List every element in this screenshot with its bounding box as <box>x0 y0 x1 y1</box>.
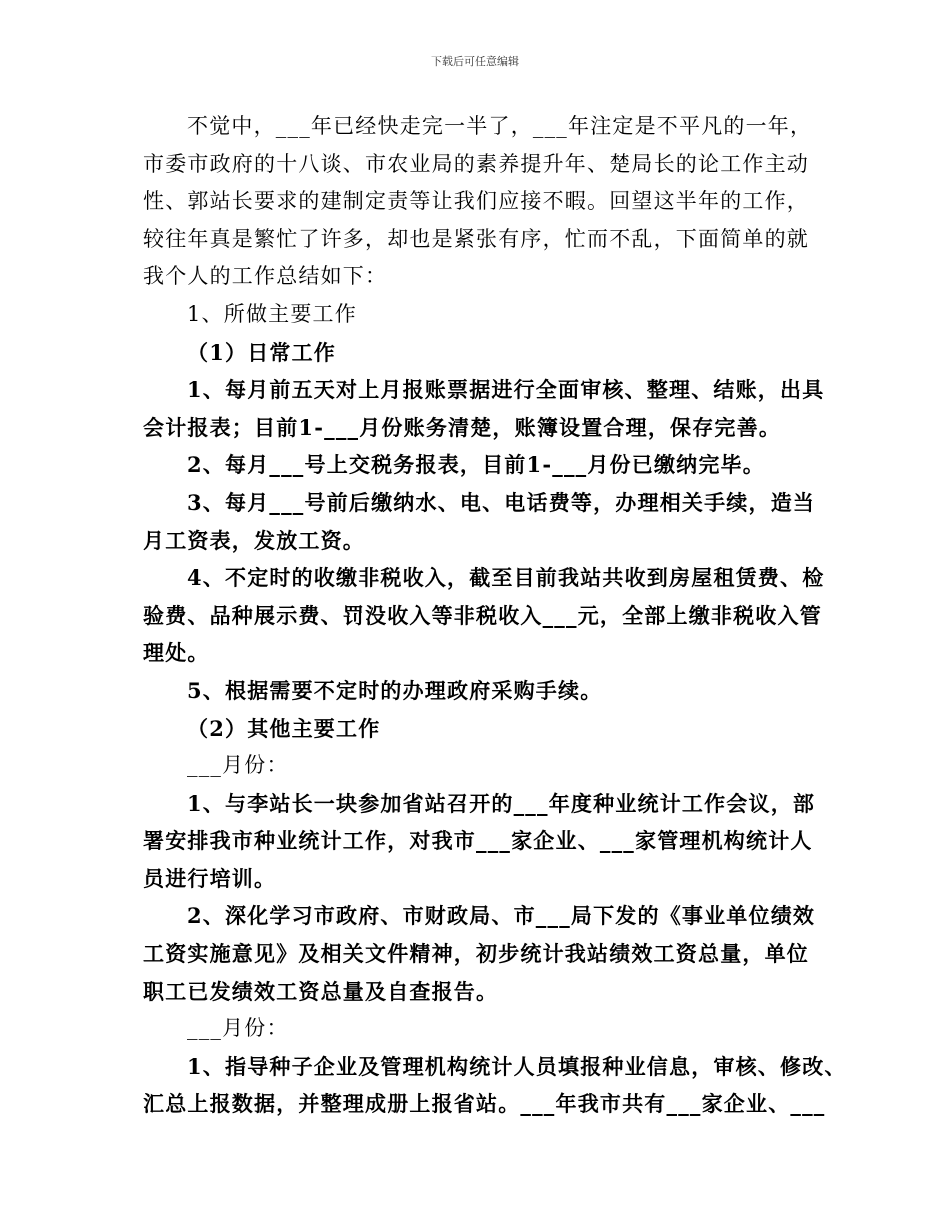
paragraph-line: 4、不定时的收缴非税收入，截至目前我站共收到房屋租赁费、检 <box>187 565 825 591</box>
page-header: 下载后可任意编辑 <box>431 55 519 68</box>
paragraph-line: 会计报表；目前1-___月份账务清楚，账簿设置合理，保存完善。 <box>143 414 782 440</box>
paragraph-line: 1、所做主要工作 <box>187 301 357 326</box>
paragraph-line: （2）其他主要工作 <box>187 715 381 741</box>
paragraph-line: 汇总上报数据，并整理成册上报省站。___年我市共有___家企业、___ <box>143 1091 826 1117</box>
paragraph-line: 不觉中，___年已经快走完一半了，___年注定是不平凡的一年， <box>187 114 813 138</box>
paragraph-line: 署安排我市种业统计工作，对我市___家企业、___家管理机构统计人 <box>143 828 813 854</box>
document-body <box>143 108 847 1123</box>
paragraph-line: 员进行培训。 <box>143 865 277 891</box>
paragraph-line: 验费、品种展示费、罚没收入等非税收入___元，全部上缴非税收入管 <box>143 602 822 628</box>
paragraph-line: 较往年真是繁忙了许多，却也是紧张有序，忙而不乱，下面简单的就 <box>143 226 809 251</box>
paragraph-line: 5、根据需要不定时的办理政府采购手续。 <box>187 677 603 703</box>
paragraph-line: 1、指导种子企业及管理机构统计人员填报种业信息，审核、修改、 <box>187 1053 847 1079</box>
paragraph-line: ___月份： <box>187 1016 289 1041</box>
paragraph-line: 我个人的工作总结如下： <box>143 264 388 289</box>
paragraph-line: ___月份： <box>187 753 289 778</box>
paragraph-line: 2、每月___号上交税务报表，目前1-___月份已缴纳完毕。 <box>187 452 765 478</box>
paragraph-line: 1、与李站长一块参加省站召开的___年度种业统计工作会议，部 <box>187 790 816 816</box>
paragraph-line: 3、每月___号前后缴纳水、电、电话费等，办理相关手续，造当 <box>187 489 816 515</box>
paragraph-line: 工资实施意见》及相关文件精神，初步统计我站绩效工资总量，单位 <box>143 941 809 967</box>
paragraph-line: 1、每月前五天对上月报账票据进行全面审核、整理、结账，出具 <box>187 377 825 403</box>
paragraph-line: 2、深化学习市政府、市财政局、市___局下发的《事业单位绩效 <box>187 903 816 929</box>
paragraph-line: 性、郭站长要求的建制定责等让我们应接不暇。回望这半年的工作， <box>143 189 809 214</box>
paragraph-line: （1）日常工作 <box>187 339 337 365</box>
paragraph-line: 职工已发绩效工资总量及自查报告。 <box>143 978 499 1004</box>
paragraph-line: 市委市政府的十八谈、市农业局的素养提升年、楚局长的论工作主动 <box>143 151 809 176</box>
paragraph-line: 月工资表，发放工资。 <box>143 527 365 553</box>
paragraph-line: 理处。 <box>143 640 210 666</box>
